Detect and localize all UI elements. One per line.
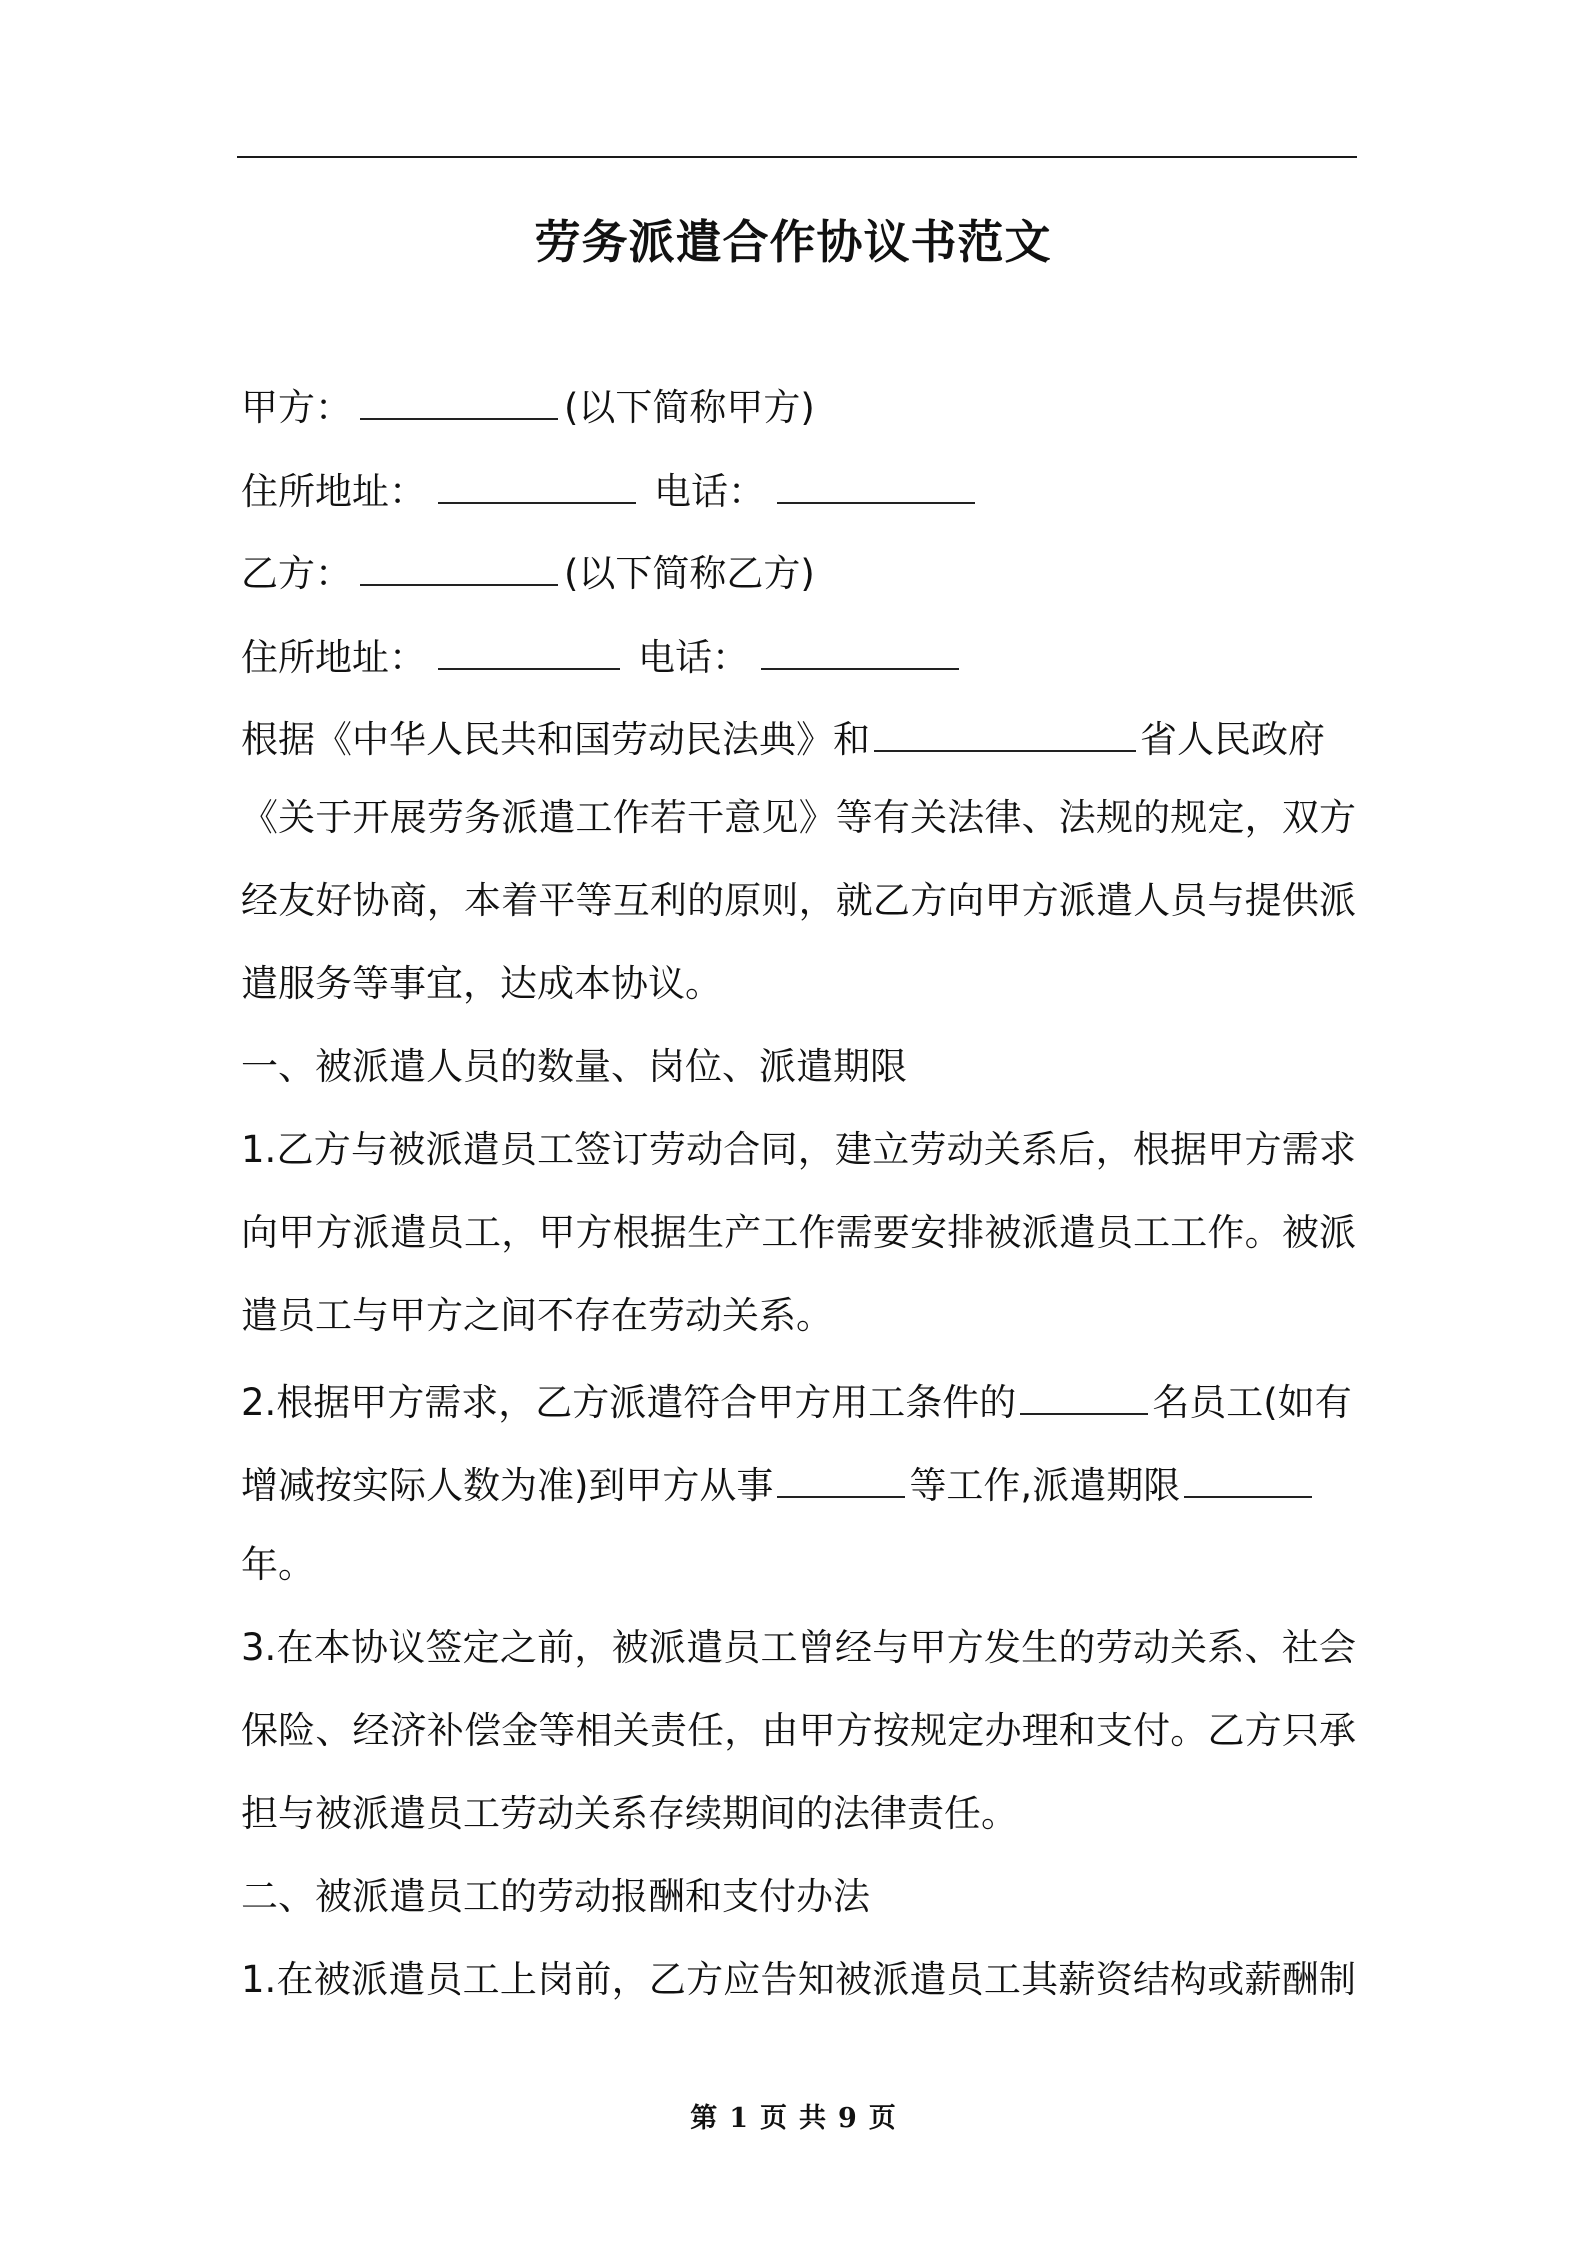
party-a-blank[interactable] — [360, 380, 558, 420]
phone-b-blank[interactable] — [761, 630, 959, 670]
header-rule — [237, 156, 1357, 158]
province-blank[interactable] — [874, 712, 1136, 752]
item-2-text: 等工作,派遣期限 — [909, 1464, 1181, 1507]
section-1-item-3-line-3: 担与被派遣员工劳动关系存续期间的法律责任。 — [241, 1792, 1018, 1835]
footer-text: 共 — [799, 2103, 826, 2134]
party-b-suffix: (以下简称乙方) — [564, 552, 815, 595]
term-years-blank[interactable] — [1184, 1458, 1312, 1498]
section-1-heading: 一、被派遣人员的数量、岗位、派遣期限 — [241, 1045, 907, 1088]
address-b-line — [241, 630, 1356, 682]
preamble-text: 省人民政府 — [1140, 718, 1325, 761]
phone-a-label: 电话： — [654, 470, 765, 513]
footer-text: 页 — [868, 2103, 896, 2134]
section-1-item-2-line-1 — [241, 1375, 1356, 1427]
footer-text: 页 — [760, 2103, 787, 2134]
footer-text: 第 — [690, 2103, 718, 2134]
section-1-item-2-line-2 — [241, 1458, 1356, 1510]
phone-a-blank[interactable] — [777, 464, 975, 504]
party-b-label: 乙方： — [241, 552, 352, 595]
total-page-number: 9 — [838, 2103, 857, 2134]
address-a-label: 住所地址： — [241, 470, 426, 513]
section-1-item-1-line-3: 遣员工与甲方之间不存在劳动关系。 — [241, 1294, 833, 1337]
phone-b-label: 电话： — [638, 636, 749, 679]
preamble-line-4: 遣服务等事宜，达成本协议。 — [241, 962, 722, 1005]
address-b-label: 住所地址： — [241, 636, 426, 679]
party-a-suffix: (以下简称甲方) — [564, 386, 815, 429]
preamble-text: 根据《中华人民共和国劳动民法典》和 — [241, 718, 870, 761]
party-a-line — [241, 380, 1356, 432]
section-2-item-1-line-1: 1.在被派遣员工上岗前，乙方应告知被派遣员工其薪资结构或薪酬制 — [241, 1958, 1356, 2001]
section-1-item-3-line-2: 保险、经济补偿金等相关责任，由甲方按规定办理和支付。乙方只承 — [241, 1709, 1356, 1752]
preamble-line-3: 经友好协商，本着平等互利的原则，就乙方向甲方派遣人员与提供派 — [241, 879, 1356, 922]
item-2-text: 增减按实际人数为准)到甲方从事 — [241, 1464, 774, 1507]
staff-count-blank[interactable] — [1020, 1375, 1148, 1415]
address-b-blank[interactable] — [438, 630, 620, 670]
address-a-line — [241, 464, 1356, 516]
page-footer — [0, 2096, 1586, 2135]
party-b-blank[interactable] — [360, 546, 558, 586]
section-2-heading: 二、被派遣员工的劳动报酬和支付办法 — [241, 1875, 870, 1918]
party-b-line — [241, 546, 1356, 598]
address-a-blank[interactable] — [438, 464, 636, 504]
section-1-item-1-line-1: 1.乙方与被派遣员工签订劳动合同，建立劳动关系后，根据甲方需求 — [241, 1128, 1356, 1171]
section-1-item-3-line-1: 3.在本协议签定之前，被派遣员工曾经与甲方发生的劳动关系、社会 — [241, 1626, 1356, 1669]
document-title: 劳务派遣合作协议书范文 — [534, 215, 1052, 269]
current-page-number: 1 — [729, 2103, 748, 2134]
section-1-item-2-line-3: 年。 — [241, 1543, 315, 1586]
section-1-item-1-line-2: 向甲方派遣员工，甲方根据生产工作需要安排被派遣员工工作。被派 — [241, 1211, 1356, 1254]
preamble-line-1 — [241, 712, 1356, 764]
item-2-text: 2.根据甲方需求，乙方派遣符合甲方用工条件的 — [241, 1381, 1017, 1424]
item-2-text: 名员工(如有 — [1152, 1381, 1352, 1424]
preamble-line-2: 《关于开展劳务派遣工作若干意见》等有关法律、法规的规定，双方 — [241, 796, 1356, 839]
job-type-blank[interactable] — [777, 1458, 905, 1498]
party-a-label: 甲方： — [241, 386, 352, 429]
